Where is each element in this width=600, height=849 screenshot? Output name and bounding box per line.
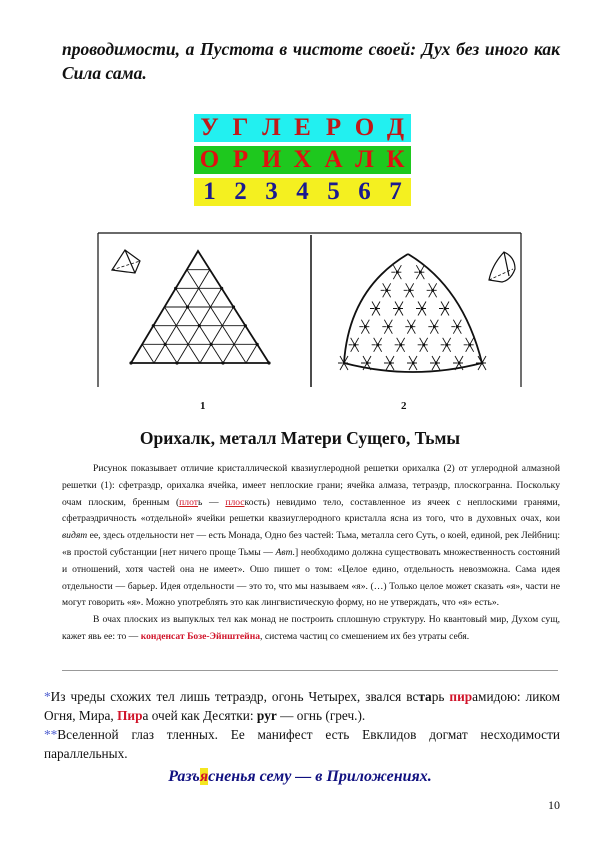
table-cell: 3 xyxy=(256,178,287,206)
table-row xyxy=(194,146,411,174)
table-cell: И xyxy=(256,146,287,174)
table-row xyxy=(194,114,411,142)
footnote-1: *Из чреды схожих тел лишь тетраэдр, огонь Четырех, звался встарь пирамидою: ликом Огня, Мира, Пира очей как Десятки: pyr — огнь (греч.). xyxy=(44,689,560,723)
section-heading: Орихалк, металл Матери Сущего, Тьмы xyxy=(139,428,461,448)
table-cell: 4 xyxy=(287,178,318,206)
table-cell: К xyxy=(380,146,411,174)
element-table xyxy=(194,110,411,210)
bose-einstein-link: конденсат Бозе-Эйнштейна xyxy=(140,630,261,642)
table-cell: Л xyxy=(349,146,380,174)
table-cell: А xyxy=(318,146,349,174)
table-cell: 5 xyxy=(318,178,349,206)
footnote-divider xyxy=(62,670,558,671)
table-cell: Г xyxy=(225,114,256,142)
paragraph: Рисунок показывает отличие кристаллической квазиуглеродной решетки орихалка (2) от углеродной алмазной решетки (1): сфетраэдр, орихалка ячейка, имеет неплоские грани; ячейка алмаза, тетраэдр, плоскогранна. Поскольку очам плоским, бренным (плоть — плоскость) невидимо тело, составленное из ячеек с неплоскими гранями, сфетраэдричность «отдельной» ячейки решетки квазиуглеродного кристалла ясна из того, что в духовных очах, кои видят ее, здесь отдельности нет — есть Монада, Одно без частей: Тьма, металла сего Суть, о коей, единой, рек Лейбниц: «в простой субстанции [нет ничего проще Тьмы — Авт.] необходимо должна существовать множественность состояний и отношений, хотя частей она не имеет». Ошо пишет о том: «Целое едино, отдельность невозможна. Сама идея отдельности — барьер. Идея отдельности — это то, что мы называем «я». (…) Только целое может сказать «я», части не могут говорить «я». Можно употреблять это как лингвистическую форму, но не утверждать, что «я» есть». xyxy=(62,463,560,609)
lattice-figure xyxy=(97,229,523,389)
table-cell: 7 xyxy=(380,178,411,206)
diamond-lattice-triangle xyxy=(129,251,270,365)
table-cell: О xyxy=(349,114,380,142)
table-cell: 6 xyxy=(349,178,380,206)
page-number: 10 xyxy=(548,798,560,812)
paragraph: В очах плоских из выпуклых тел как монад не построить сплошную структуру. Но квантовый мир, Духом сущ, кажет явь ее: то — конденсат Бозе-Эйнштейна, система частиц со смешением их без утраты себя. xyxy=(62,614,560,642)
table-cell: Е xyxy=(287,114,318,142)
figure-label-1: 1 xyxy=(200,400,206,412)
table-cell: 1 xyxy=(194,178,225,206)
footnote-2: **Вселенной глаз тленных. Ее манифест есть Евклидов догмат несходимости параллельных. xyxy=(44,727,560,761)
tetrahedron-small-icon xyxy=(112,250,140,273)
table-cell: У xyxy=(194,114,225,142)
table-cell: Х xyxy=(287,146,318,174)
spheretrahedron-small-icon xyxy=(489,252,515,282)
table-cell: О xyxy=(194,146,225,174)
table-cell: 2 xyxy=(225,178,256,206)
orichalcum-lattice-sphere xyxy=(338,254,488,372)
table-cell: Р xyxy=(225,146,256,174)
appendix-note: Разъясненья сему — в Приложениях. xyxy=(168,768,432,785)
body-text xyxy=(62,461,560,646)
intro-text: проводимости, а Пустота в чистоте своей: Дух без иного как Сила сама. xyxy=(62,39,560,83)
table-cell: Л xyxy=(256,114,287,142)
table-row xyxy=(194,178,411,206)
table-cell: Д xyxy=(380,114,411,142)
figure-label-2: 2 xyxy=(401,400,407,412)
table-cell: Р xyxy=(318,114,349,142)
